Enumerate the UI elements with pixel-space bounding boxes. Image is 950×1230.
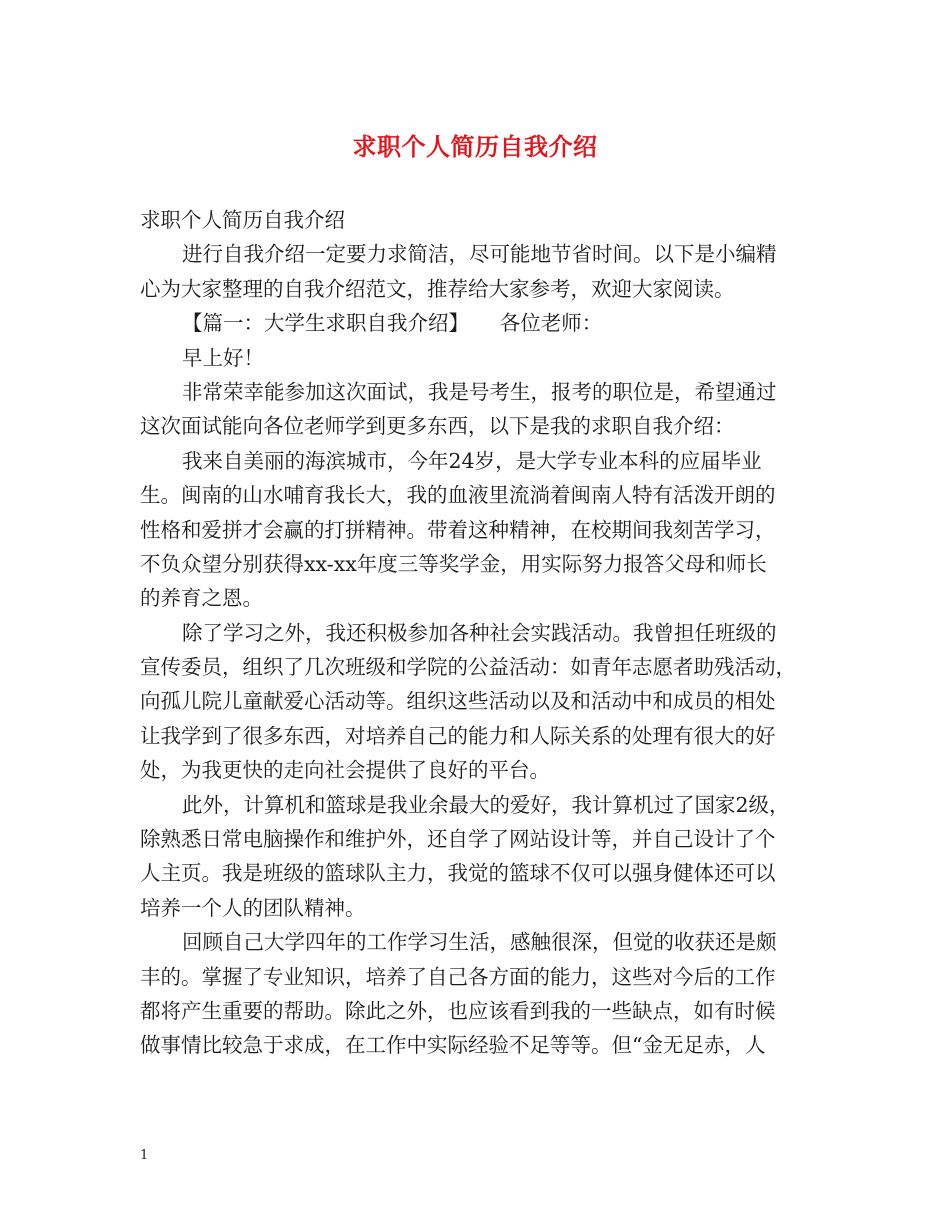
body-line: 生。闽南的山水哺育我长大，我的血液里流淌着闽南人特有活泼开朗的 bbox=[140, 483, 776, 508]
body-line: 早上好！ bbox=[182, 345, 264, 370]
body-line: 丰的。掌握了专业知识，培养了自己各方面的能力，这些对今后的工作 bbox=[140, 964, 776, 989]
body-line: 非常荣幸能参加这次面试，我是号考生，报考的职位是，希望通过 bbox=[182, 379, 777, 404]
body-line: 回顾自己大学四年的工作学习生活，感触很深，但觉的收获还是颇 bbox=[182, 930, 777, 955]
body-line: 的养育之恩。 bbox=[140, 586, 263, 611]
body-line: 性格和爱拼才会赢的打拼精神。带着这种精神，在校期间我刻苦学习， bbox=[140, 517, 776, 542]
body-line: 这次面试能向各位老师学到更多东西，以下是我的求职自我介绍： bbox=[140, 414, 735, 439]
body-line: 心为大家整理的自我介绍范文，推荐给大家参考，欢迎大家阅读。 bbox=[140, 276, 735, 301]
body-line: 向孤儿院儿童献爱心活动等。组织这些活动以及和活动中和成员的相处 bbox=[140, 689, 776, 714]
body-line: 做事情比较急于求成，在工作中实际经验不足等等。但“金无足赤，人 bbox=[140, 1033, 766, 1058]
body-line: 宣传委员，组织了几次班级和学院的公益活动：如青年志愿者助残活动， bbox=[140, 655, 796, 680]
body-line: 【篇一：大学生求职自我介绍】 各位老师： bbox=[182, 311, 603, 336]
body-line: 我来自美丽的海滨城市，今年24岁，是大学专业本科的应届毕业 bbox=[182, 448, 762, 473]
body-line: 除熟悉日常电脑操作和维护外，还自学了网站设计等，并自己设计了个 bbox=[140, 827, 776, 852]
body-line: 不负众望分别获得xx-xx年度三等奖学金，用实际努力报答父母和师长 bbox=[140, 551, 767, 576]
page-number: 1 bbox=[140, 1148, 149, 1163]
body-line: 培养一个人的团队精神。 bbox=[140, 895, 366, 920]
document-title: 求职个人简历自我介绍 bbox=[352, 132, 598, 161]
body-line: 此外，计算机和篮球是我业余最大的爱好，我计算机过了国家2级， bbox=[182, 792, 790, 817]
document-body bbox=[140, 203, 816, 1063]
body-line: 进行自我介绍一定要力求简洁，尽可能地节省时间。以下是小编精 bbox=[182, 242, 777, 267]
body-line: 求职个人简历自我介绍 bbox=[140, 208, 345, 232]
body-line: 人主页。我是班级的篮球队主力，我觉的篮球不仅可以强身健体还可以 bbox=[140, 861, 776, 886]
body-line: 除了学习之外，我还积极参加各种社会实践活动。我曾担任班级的 bbox=[182, 620, 777, 645]
body-line: 让我学到了很多东西，对培养自己的能力和人际关系的处理有很大的好 bbox=[140, 723, 776, 748]
body-line: 处，为我更快的走向社会提供了良好的平台。 bbox=[140, 758, 550, 783]
body-line: 都将产生重要的帮助。除此之外，也应该看到我的一些缺点，如有时候 bbox=[140, 998, 776, 1023]
